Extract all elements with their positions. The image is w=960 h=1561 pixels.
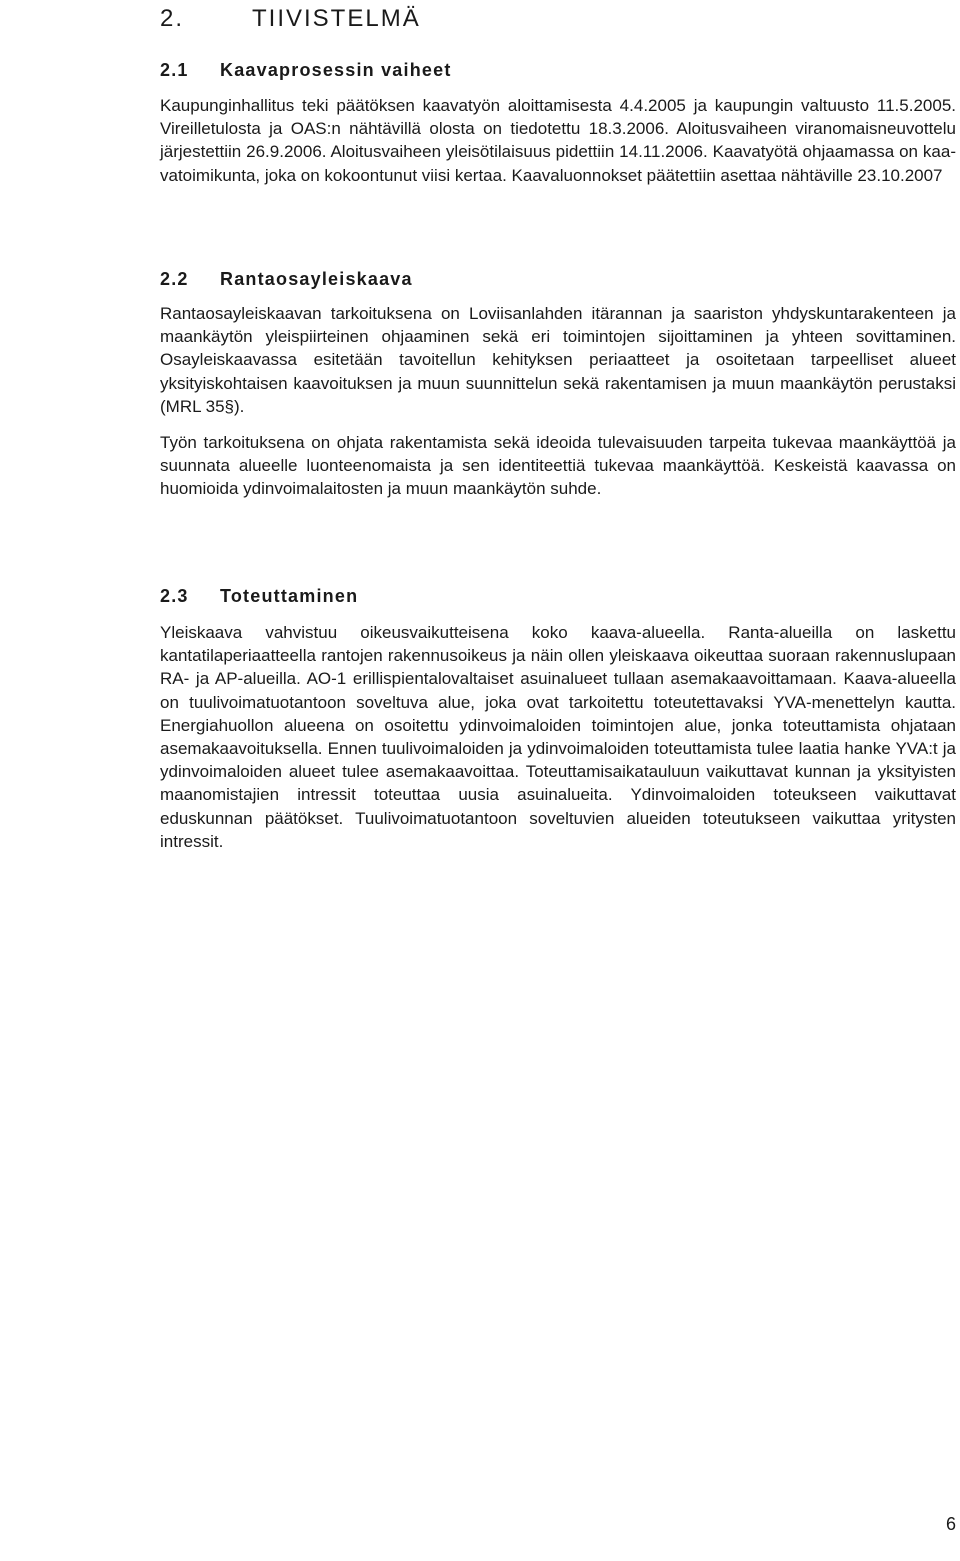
section-paragraph: Kaupunginhallitus teki päätöksen kaavatyön aloittamisesta 4.4.2005 ja kaupungin valtuusto 11.5.2005. Vireilletulosta ja OAS:n nähtävillä olosta on tiedotettu 18.3.2006. Aloitusvaiheen viranomaisneuvottelu järjestettiin 26.9.2006. Aloitusvaiheen yleisötilaisuus pidettiin 14.11.2006. Kaavatyötä ohjaamassa on kaavatoimikunta, joka on kokoontunut viisi kertaa. Kaavaluonnokset päätettiin asettaa nähtäville 23.10.2007 <box>160 96 956 185</box>
section-toteuttaminen <box>160 584 956 853</box>
section-number: 2.2 <box>160 269 189 289</box>
section-title: Kaavaprosessin vaiheet <box>220 60 452 80</box>
section-heading <box>160 267 956 291</box>
section-paragraph: Rantaosayleiskaavan tarkoituksena on Loviisanlahden itärannan ja saariston yhdyskuntarakenteen ja maankäytön yleispiirteinen ohjaaminen sekä eri toimintojen sijoittaminen ja yhteen sovittaminen. Osayleiskaavassa esitetään tavoitellun kehityksen periaatteet ja osoitetaan tarpeelliset alueet yksityiskohtaisen kaavoituksen ja muun suunnittelun sekä rakentamisen ja muun maankäytön perustaksi (MRL 35§). <box>160 304 956 416</box>
chapter-number: 2. <box>160 5 185 32</box>
section-number: 2.1 <box>160 60 189 80</box>
section-kaavaprosessin-vaiheet <box>160 58 956 187</box>
section-paragraph: Työn tarkoituksena on ohjata rakentamista sekä ideoida tulevaisuuden tarpeita tukevaa maankäyttöä ja suunnata alueelle luonteenomaista ja sen identiteettiä tukevaa maankäyttöä. Keskeistä kaavassa on huomioida ydinvoimalaitosten ja muun maankäytön suhde. <box>160 433 956 499</box>
section-rantaosayleiskaava <box>160 267 956 501</box>
section-paragraph: Yleiskaava vahvistuu oikeusvaikutteisena koko kaava-alueella. Ranta-alueilla on laskettu kantatilaperiaatteella rantojen rakennusoikeus ja näin ollen yleiskaava oikeuttaa suoraan rakennuslupaan RA- ja AP-alueilla. AO-1 erillispientalovaltaiset asuinalueet tullaan asemakaavoittamaan. Kaava-alueella on tuulivoimatuotantoon soveltuva alue, joka ovat tarkoitettu toteutettavaksi YVA-menettelyn kautta. Energiahuollon alueena on osoitettu ydinvoimaloiden toimintojen alue, jonka toteuttamista ohjataan asemakaavoituksella. Ennen tuulivoimaloiden ja ydinvoimaloiden toteuttamista tulee laatia hanke YVA:t ja ydinvoimaloiden alueet tulee asemakaavoittaa. Toteuttamisaikatauluun vaikuttavat kunnan ja yksityisten maanomistajien intressit toteuttaa uusia asuinalueita. Ydinvoimaloiden toteukseen vaikuttavat eduskunnan päätökset. Tuulivoimatuotantoon soveltuvien alueiden toteutukseen vaikuttaa yritysten intressit. <box>160 623 956 851</box>
section-number: 2.3 <box>160 586 189 606</box>
section-title: Toteuttaminen <box>220 586 359 606</box>
page-number: 6 <box>945 1514 956 1534</box>
section-heading <box>160 584 956 608</box>
chapter-title <box>160 4 421 34</box>
section-heading <box>160 58 956 82</box>
chapter-title-text: TIIVISTELMÄ <box>252 5 421 32</box>
section-title: Rantaosayleiskaava <box>220 269 413 289</box>
